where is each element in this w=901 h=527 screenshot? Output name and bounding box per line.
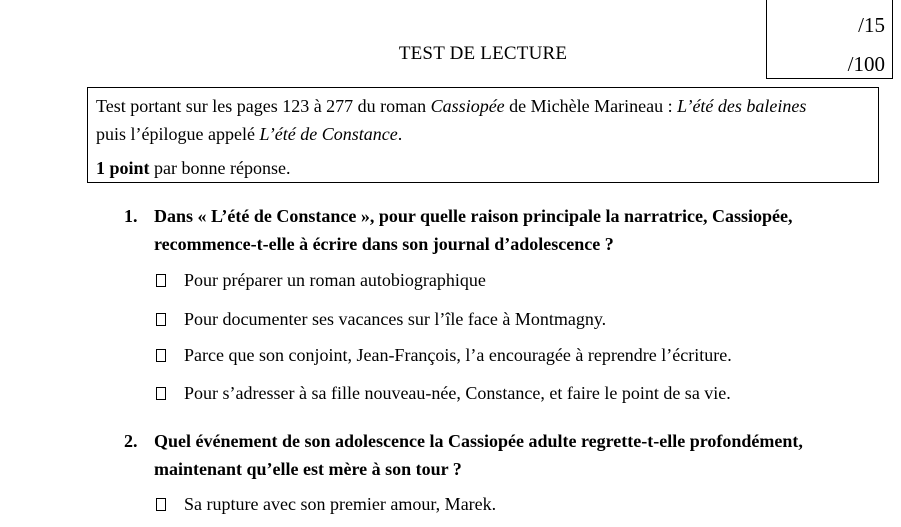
- option-label: Pour préparer un roman autobiographique: [184, 270, 486, 290]
- question-1: [124, 202, 874, 258]
- question-1-option-4[interactable]: [156, 381, 731, 405]
- checkbox-icon[interactable]: [156, 498, 166, 511]
- checkbox-icon[interactable]: [156, 387, 166, 400]
- points-value: 1 point: [96, 158, 150, 178]
- question-1-option-3[interactable]: [156, 343, 732, 367]
- question-text: Quel événement de son adolescence la Cassiopée adulte regrette-t-elle profondément, maintenant qu’elle est mère à son tour ?: [154, 431, 803, 479]
- instructions-box: [87, 87, 879, 183]
- score-out-of-15: /15: [858, 13, 885, 37]
- option-label: Parce que son conjoint, Jean-François, l’a encouragée à reprendre l’écriture.: [184, 345, 732, 365]
- question-number: 1.: [124, 206, 138, 226]
- question-text: Dans « L’été de Constance », pour quelle raison principale la narratrice, Cassiopée, recommence-t-elle à écrire dans son journal d’adolescence ?: [154, 206, 793, 254]
- epilogue-title: L’été de Constance: [259, 124, 398, 144]
- instructions-line-1: [96, 92, 878, 120]
- checkbox-icon[interactable]: [156, 274, 166, 287]
- option-label: Pour documenter ses vacances sur l’île face à Montmagny.: [184, 309, 607, 329]
- points-text: par bonne réponse.: [149, 158, 291, 178]
- instructions-text: de Michèle Marineau :: [504, 96, 678, 116]
- question-1-option-2[interactable]: [156, 307, 606, 331]
- instructions-text: .: [397, 124, 403, 144]
- option-label: Pour s’adresser à sa fille nouveau-née, Constance, et faire le point de sa vie.: [184, 383, 731, 403]
- question-2: [124, 427, 874, 483]
- instructions-text: puis l’épilogue appelé: [96, 124, 260, 144]
- instructions-line-2: [96, 120, 878, 148]
- score-out-of-100: /100: [847, 52, 885, 76]
- book-title: Cassiopée: [430, 96, 505, 116]
- part-title: L’été des baleines: [677, 96, 807, 116]
- question-2-option-1[interactable]: [156, 492, 496, 516]
- points-note: [96, 154, 878, 182]
- page-title: TEST DE LECTURE: [398, 43, 568, 64]
- question-number: 2.: [124, 431, 138, 451]
- instructions-text: Test portant sur les pages 123 à 277 du roman: [96, 96, 431, 116]
- question-1-option-1[interactable]: [156, 268, 486, 292]
- option-label: Sa rupture avec son premier amour, Marek.: [184, 494, 497, 514]
- score-box: [766, 0, 893, 79]
- checkbox-icon[interactable]: [156, 313, 166, 326]
- checkbox-icon[interactable]: [156, 349, 166, 362]
